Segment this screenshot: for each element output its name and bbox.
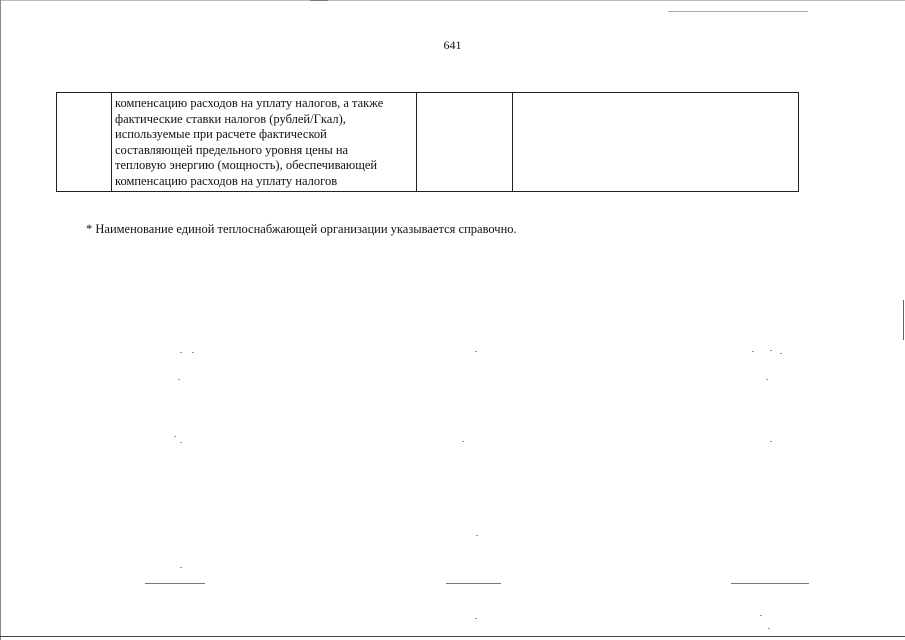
scan-dot — [476, 535, 478, 536]
scan-dot — [180, 567, 182, 568]
scan-edge-top — [0, 0, 905, 1]
scan-dot — [770, 350, 772, 351]
table-cell-number — [57, 93, 112, 192]
table-row — [57, 93, 799, 192]
page-number: 641 — [443, 38, 462, 52]
scan-rule — [446, 583, 501, 584]
scan-edge-right — [903, 300, 904, 340]
description-text — [112, 93, 416, 191]
scan-dot — [760, 615, 762, 616]
description-line: компенсацию расходов на уплату налогов, а также — [115, 96, 384, 110]
scan-rule — [145, 583, 205, 584]
footnote: * Наименование единой теплоснабжающей организации указывается справочно. — [86, 222, 517, 236]
scan-dot — [475, 618, 477, 619]
scan-dot — [780, 353, 782, 354]
description-line: тепловую энергию (мощность), обеспечивающей — [115, 158, 378, 173]
description-line: компенсацию расходов на уплату налогов — [115, 173, 338, 188]
scan-dot — [768, 628, 770, 629]
table-cell-unit — [417, 93, 513, 192]
scan-dot — [766, 379, 768, 380]
scan-dot — [174, 436, 176, 437]
table-cell-description — [112, 93, 417, 192]
scan-dot — [770, 441, 772, 442]
scan-dot — [752, 351, 754, 352]
scan-dot — [475, 351, 477, 352]
table-cell-value — [513, 93, 799, 192]
scan-rule — [731, 583, 809, 584]
scan-edge-left — [0, 0, 1, 640]
scan-dot — [462, 441, 464, 442]
scan-edge-bottom — [0, 636, 905, 637]
scan-rule — [310, 0, 328, 1]
scan-dot — [180, 352, 182, 353]
description-line: используемые при расчете фактической — [115, 127, 327, 142]
scan-dot — [180, 442, 182, 443]
scan-rule — [668, 11, 808, 12]
scan-dot — [192, 352, 194, 353]
data-table — [56, 92, 799, 192]
description-line: составляющей предельного уровня цены на — [115, 142, 349, 157]
description-line: фактические ставки налогов (рублей/Гкал), — [115, 111, 346, 126]
scan-dot — [178, 379, 180, 380]
